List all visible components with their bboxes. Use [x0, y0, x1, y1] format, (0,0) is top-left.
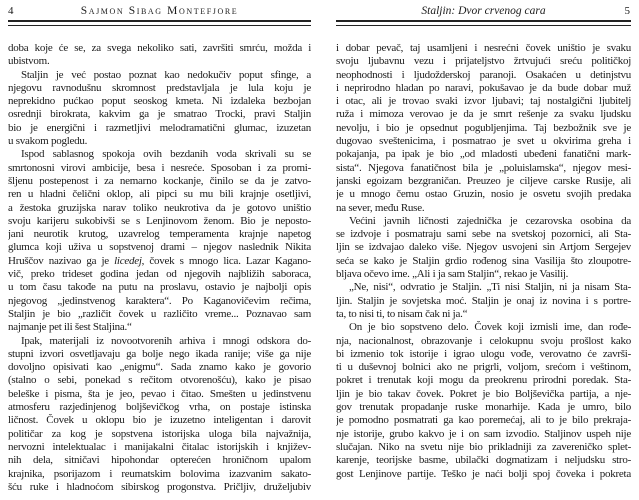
text-line: bljava očevo ime. „Ali i ja sam Staljin“, rekao je Vasilij.: [336, 268, 569, 281]
text-line: gost Lenjinove partije. Teško je naći bolji spoj čoveka i pokreta: [336, 467, 631, 480]
header-rule-left: [8, 20, 311, 26]
text-line: na sever, među Ruse.: [336, 201, 425, 214]
text-line: nervozni intelektualac i manijakalni čitalac istorijskih i književ-: [8, 440, 311, 453]
text-line: glumca koji uživa u sopstvenoj drami – njegov naslednik Nikita: [8, 241, 311, 254]
text-line: ruža i mimoza verovao je da je smrt rešenje za svaku ljudsku: [336, 108, 631, 121]
text-line: sista“. Njegova fanatičnost bila je „poluislamska“, njegov mesi-: [336, 161, 631, 174]
text-line: njegovu ravnodušnu skromnost predstavljala je lula koju je: [8, 81, 311, 94]
page-header-right: [336, 4, 631, 18]
text-line: Većini javnih ličnosti zajednička je cezarovska osobina da: [349, 214, 631, 227]
text-line: karenje, teorijske basme, ubilački dogmatizam i neljudsku stro-: [336, 454, 631, 467]
text-line: ren u hladni čelični oklop, ali pipci su mu bili krajnje osetljivi,: [8, 188, 311, 201]
text-line: šljenu postepenost i za nemarno kockanje, činilo se da je zatvo-: [8, 174, 311, 187]
text-line: gov trenutak propadanje ruske monarhije. Kada je umro, bilo: [336, 401, 631, 414]
text-line: stupni izvori osvetljavaju ga bolje nego ikada ranije; više ga nije: [8, 347, 311, 360]
text-line: dugovao sveštenicima, i posmatrao je svet u okvirima greha i: [336, 135, 631, 148]
text-line: bi izmenio tok istorije i igrao ulogu vođe, verovatno će završi-: [336, 347, 631, 360]
page-right: [336, 4, 631, 481]
text-line: ljin je bio takav čovek. Pokret je bio Boljševička partija, a nje-: [336, 387, 631, 400]
text-line: pokajanja, pa ipak je bio „od mladosti ubeđeni fanatični mark-: [336, 148, 631, 161]
page-body-right: [336, 42, 631, 481]
text-line: slučajan. Niko na svetu nije bio prikladniji za zavereničko splet-: [336, 440, 631, 453]
text-line: jani neurotik krutog, uzavrelog temperamenta krajnje napetog: [8, 228, 311, 241]
text-line: bio je energični i razmetljivi melodramatični glumac, izuzetan: [8, 121, 311, 134]
text-line: On je bio sopstveno delo. Čovek koji izmisli ime, dan rođe-: [349, 321, 631, 334]
text-line: njegovog „jedinstvenog karaktera“. Po Kaganovičevim rečima,: [8, 294, 311, 307]
text-line: šću ruke i hladnoćom sibirskog progonstva. Pričljiv, druželjubiv: [8, 480, 311, 493]
text-line: ta, to nisi ti, to nisam čak ni ja.“: [336, 307, 468, 320]
text-line: Ipak, materijali iz novootvorenih arhiva i mnogi odskora do-: [21, 334, 311, 347]
text-line: doba koje će se, za svega nekoliko sati, završiti smrću, možda i: [8, 42, 311, 54]
text-line: u svakom pogledu.: [8, 135, 88, 148]
text-line: janski egoizam bezgraničan. Preuzeo je ciljeve carske Rusije, ali: [336, 174, 631, 187]
text-line: krajnika, psorijazom i reumatskim bolovima izazvanim sakato-: [8, 467, 311, 480]
text-line: ličnost. Čovek u oklopu bio je izuzetno inteligentan i darovit: [8, 414, 311, 427]
text-line: se izdvoje i posmatraju sami sebe na svetskoj pozornici, ali Sta-: [336, 228, 631, 241]
text-line: je pomodno posmatrati ga kao poremećaj, ali to je bilo prekraja-: [336, 414, 631, 427]
text-line: a žestoka gruzijska narav toliko neukrotiva da je gotovo uništio: [8, 201, 311, 214]
text-line: Staljin je bio „različit čovek u različito vreme... Poznavao sam: [8, 307, 311, 320]
page-left: [8, 4, 311, 494]
text-line: Hruščov nazivao ga je licedej, čovek s mnogo lica. Lazar Kagano-: [8, 254, 311, 267]
text-line: atmosferu razjedinjenog boljševičkog vrha, on postaje istinska: [8, 401, 311, 414]
text-line: ljin. Staljin je sovjetska moć. Staljin je onaj iz novina i s portre-: [336, 294, 631, 307]
text-line: neprekidno pućkao poput seoskog kmeta. Ni izdaleka bezbojan: [8, 95, 311, 108]
text-line: svoju karijeru sukobivši se s Lenjinovom ženom. Bio je neposto-: [8, 214, 311, 227]
text-line: u tom času takođe na putu na proslavu, ostavio je najbolji opis: [8, 281, 311, 294]
text-line: nevolju, i bio je opsednut pogubljenjima. Taj bezbožnik sve je: [336, 121, 631, 134]
running-header-title: Staljin: Dvor crvenog cara: [421, 5, 546, 17]
text-line: i dobar pevač, taj usamljeni i nesrećni čovek uništio je svaku: [336, 42, 631, 54]
text-line: smrtonosni virovi ambicije, besa i nesreće. Sposoban i za promi-: [8, 161, 311, 174]
text-line: Ispod sablasnog spokoja ovih bezdanih voda skrivali su se: [21, 148, 311, 161]
text-line: je u mnogo čemu ostao Gruzin, nosio je osvetu svojih predaka: [336, 188, 631, 201]
text-line: nje istorije, grubo kakvo je i on sam izvodio. Staljinov uspeh nije: [336, 427, 631, 440]
text-line: ljin se izdvajao daleko više. Njegov usvojeni sin Artjom Sergejev: [336, 241, 631, 254]
text-line: osrednji birokrata, kakvim ga je smatrao Trocki, pravi Staljin: [8, 108, 311, 121]
text-line: političar za kog je sopstvena istorijska uloga bila najvažnija,: [8, 427, 311, 440]
text-line: vič, preko trideset godina jedan od njegovih najbližih saboraca,: [8, 268, 311, 281]
running-header-author: Sajmon Sibag Montefjore: [80, 5, 239, 17]
text-line: neophodnosti i ljudožderskoj paranoji. Osakaćen u detinjstvu: [336, 68, 631, 81]
text-line: svoju ljubavnu vezu i prijateljstvo žrtvujući sreću političkoj: [336, 55, 631, 68]
text-line: i otac, ali je trovao svaki izvor ljubavi; taj nostalgični ljubitelj: [336, 95, 631, 108]
page-number-right: 5: [624, 5, 630, 17]
text-line: najmanje pet ili šest Staljina.“: [8, 321, 132, 334]
text-line: i neprirodno hladan po naravi, pokušavao je da bude dobar muž: [336, 81, 631, 94]
text-line: ti u duševnoj bolnici ako ne prigrli, voljom, srećom i veštinom,: [336, 361, 631, 374]
text-line: dovoljno opisivati kao „enigmu“. Sada znamo kako je govorio: [8, 361, 311, 374]
header-rule-right: [336, 20, 631, 26]
text-line: Staljin je već postao poznat kao nedokučiv poput sfinge, a: [21, 68, 311, 81]
text-line: nja, nacionalnost, obrazovanje i celokupnu svoju prošlost kako: [336, 334, 631, 347]
text-line: beleške i pisma, šta je jeo, pevao i čitao. Smešten u jedinstvenu: [8, 387, 311, 400]
text-line: nih dela, sitničavi hipohondar opterećen hroničnom upalom: [8, 454, 311, 467]
text-line: pokret i trenutak koji mogu da preokrenu prirodni poredak. Sta-: [336, 374, 631, 387]
text-line: (stalno o sebi, ponekad s rečitom otvorenošću), kako je pisao: [8, 374, 311, 387]
text-line: ubistvom.: [8, 55, 50, 68]
text-line: seća se kako je Staljin grdio rođenog sina Vasilija što zloupotre-: [336, 254, 631, 267]
page-body-left: [8, 42, 311, 494]
page-header-left: [8, 4, 311, 18]
page-number-left: 4: [8, 5, 14, 17]
text-line: „Ne, nisi“, odvratio je Staljin. „Ti nisi Staljin, ni ja nisam Sta-: [349, 281, 631, 294]
